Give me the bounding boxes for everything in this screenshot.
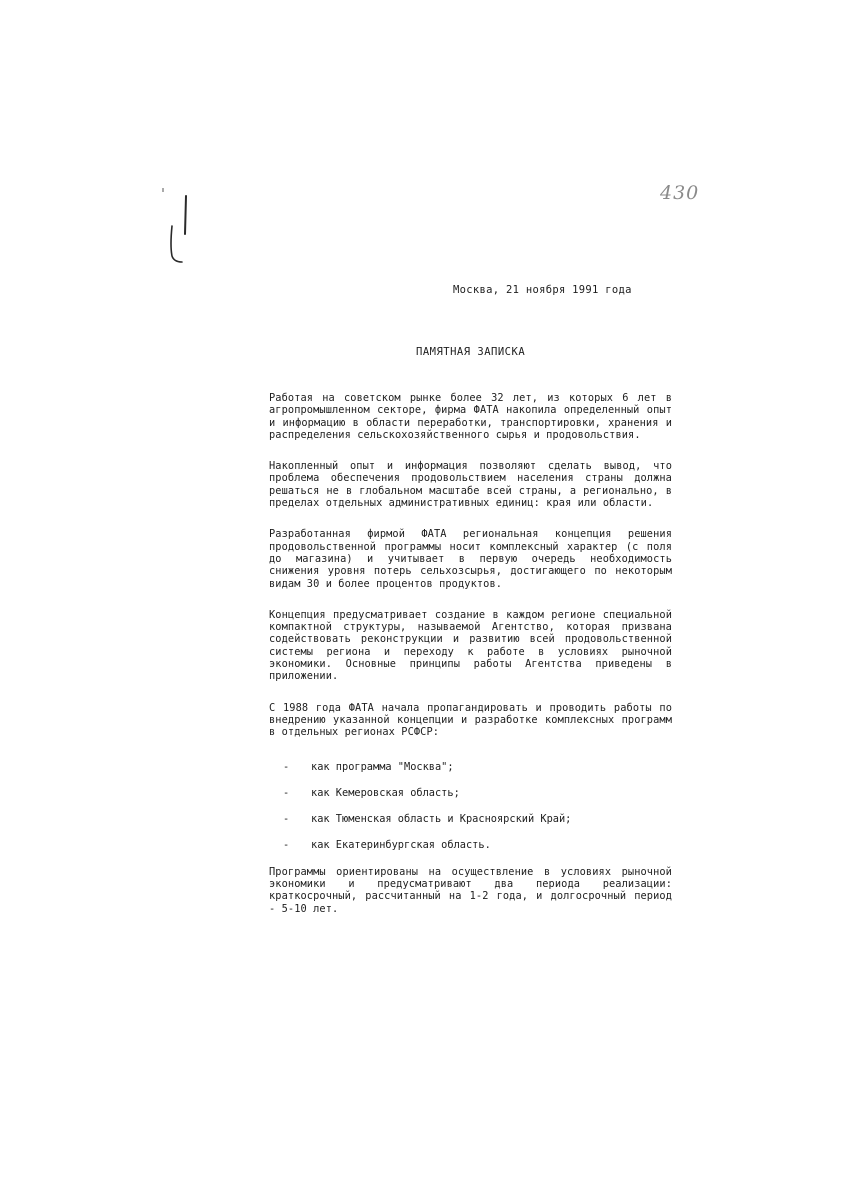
document-body xyxy=(269,392,672,934)
handwritten-margin-mark xyxy=(160,186,200,266)
list-dash: - xyxy=(283,839,290,852)
list-dash: - xyxy=(283,760,290,773)
paragraph-final: Программы ориентированы на осуществление в условиях рыночной экономики и предусматривают два периода реализации: краткосрочный, рассчитанный на 1-2 года, и долгосрочный период - 5-10 лет. xyxy=(269,865,672,915)
list-dash: - xyxy=(283,813,290,826)
list-item xyxy=(269,813,672,825)
list-item-text: как Кемеровская область; xyxy=(311,786,460,799)
paragraph-2: Накопленный опыт и информация позволяют сделать вывод, что проблема обеспечения продовольствием населения страны должна решаться не в глобальном масштабе всей страны, а регионально, в пределах отдельных административных единиц: края или области. xyxy=(269,460,672,510)
date-line: Москва, 21 ноября 1991 года xyxy=(453,284,632,296)
list-item xyxy=(269,787,672,799)
paragraph-5: С 1988 года ФАТА начала пропагандировать и проводить работы по внедрению указанной концепции и разработке комплексных программ в отдельных регионах РСФСР: xyxy=(269,701,672,739)
paragraph-3: Разработанная фирмой ФАТА региональная концепция решения продовольственной программы носит комплексный характер (с поля до магазина) и учитывает в первую очередь необходимость снижения уровня потерь сельхозсырья, достигающего по некоторым видам 30 и более процентов продуктов. xyxy=(269,528,672,590)
document-title: ПАМЯТНАЯ ЗАПИСКА xyxy=(416,346,526,358)
list-dash: - xyxy=(283,786,290,799)
list-item xyxy=(269,761,672,773)
list-item xyxy=(269,839,672,851)
paragraph-1: Работая на советском рынке более 32 лет, из которых 6 лет в агропромышленном секторе, фирма ФАТА накопила определенный опыт и информацию в области переработки, транспортировки, хранения и распределения сельскохозяйственного сырья и продовольствия. xyxy=(269,392,672,441)
list-item-text: как программа "Москва"; xyxy=(311,760,454,773)
region-list xyxy=(269,761,672,852)
list-item-text: как Екатеринбургская область. xyxy=(311,839,491,852)
list-item-text: как Тюменская область и Красноярский Край; xyxy=(311,813,572,826)
paragraph-4: Концепция предусматривает создание в каждом регионе специальной компактной структуры, называемой Агентство, которая призвана содействовать реконструкции и развитию всей продовольственной системы региона и переходу к работе в условиях рыночной экономики. Основные принципы работы Агентства приведены в приложении. xyxy=(269,608,672,683)
page-number: 430 xyxy=(660,182,700,204)
